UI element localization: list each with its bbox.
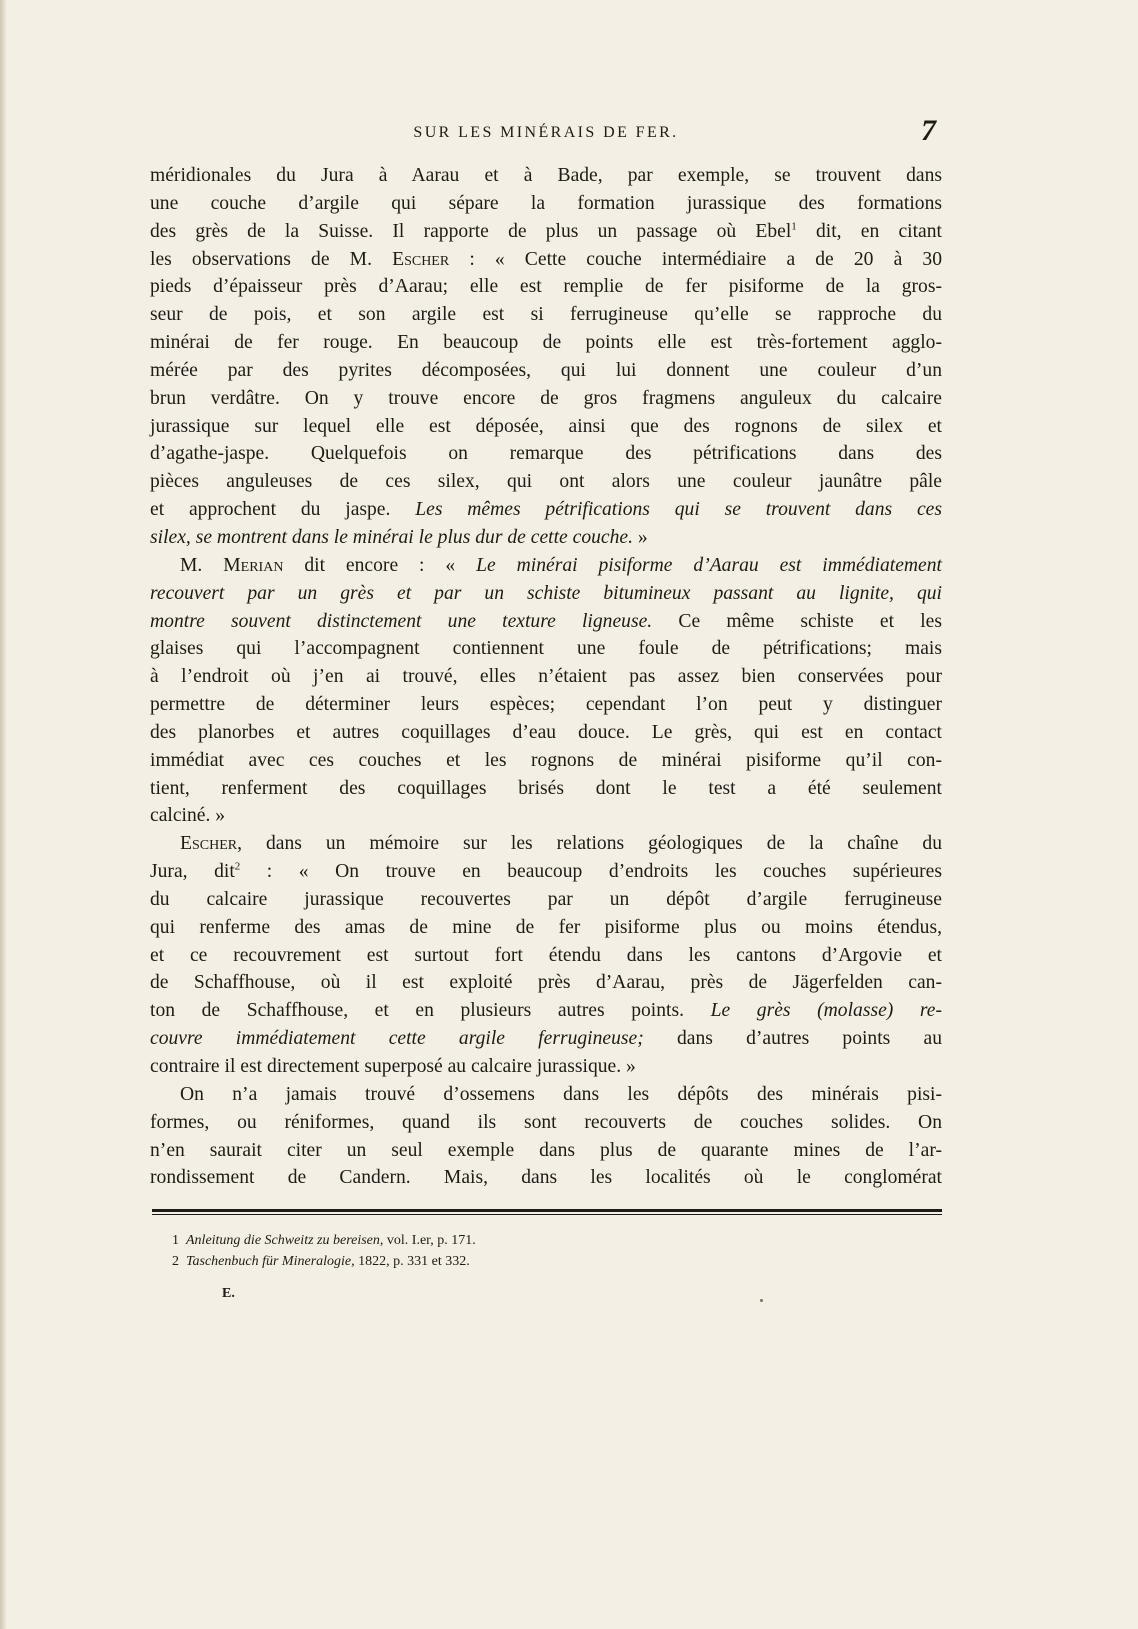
line-text: dit, en citant	[796, 220, 942, 242]
author-name: Escher	[392, 248, 450, 270]
text-line	[150, 440, 942, 468]
footnote-rule-thin	[152, 1214, 942, 1215]
line-text: seur de pois, et son argile est si ferrugineuse qu’elle se rapproche du	[150, 304, 942, 326]
footnote-ref-text: vol. I.er, p. 171.	[383, 1233, 476, 1248]
page-header	[150, 114, 942, 148]
text-line	[150, 580, 942, 608]
line-text: mérée par des pyrites décomposées, qui lui donnent une couleur d’un	[150, 359, 942, 381]
text-line	[150, 719, 942, 747]
line-text: dit encore : «	[283, 554, 477, 576]
text-line	[150, 301, 942, 329]
line-text: Jura, dit	[150, 861, 235, 883]
author-name: Merian	[223, 554, 284, 576]
text-line	[150, 747, 942, 775]
italic-text: Le minérai pisiforme d’Aarau est immédiatement	[476, 554, 942, 576]
line-text: qui renferme des amas de mine de fer pisiforme plus ou moins étendus,	[150, 916, 942, 938]
signature-mark: E.	[222, 1286, 235, 1301]
footnote	[172, 1251, 872, 1272]
text-line	[150, 468, 942, 496]
line-text: les observations de M.	[150, 248, 393, 270]
italic-text: couvre immédiatement cette argile ferrugineuse;	[150, 1028, 644, 1050]
line-text: d’agathe-jaspe. Quelquefois on remarque des pétrifications dans des	[150, 443, 942, 465]
body-text	[150, 162, 942, 1192]
text-line	[150, 997, 942, 1025]
line-text: glaises qui l’accompagnent contiennent une foule de pétrifications; mais	[150, 638, 942, 660]
page-edge-shadow	[0, 0, 7, 1629]
text-line	[150, 385, 942, 413]
line-text: minérai de fer rouge. En beaucoup de points elle est très-fortement agglo-	[150, 332, 942, 354]
line-text: ton de Schaffhouse, et en plusieurs autres points.	[150, 1000, 711, 1022]
text-line	[150, 496, 942, 524]
footnote-ref-text: 1822, p. 331 et 332.	[354, 1254, 470, 1269]
line-text: Ce même schiste et les	[652, 610, 942, 632]
text-line	[150, 775, 942, 803]
text-line	[150, 1025, 942, 1053]
footnote-number: 1	[172, 1233, 179, 1248]
author-name: Escher	[180, 833, 238, 855]
italic-text: montre souvent distinctement une texture ligneuse.	[150, 610, 653, 632]
line-text: brun verdâtre. On y trouve encore de gros fragmens anguleux du calcaire	[150, 387, 942, 409]
footnote-title: Anleitung die Schweitz zu bereisen,	[186, 1233, 384, 1248]
line-text: n’en saurait citer un seul exemple dans plus de quarante mines de l’ar-	[150, 1139, 942, 1161]
text-line	[150, 1164, 942, 1192]
text-line	[150, 218, 942, 246]
footnote-rule	[152, 1209, 942, 1212]
line-text: On n’a jamais trouvé d’ossemens dans les dépôts des minérais pisi-	[180, 1083, 942, 1105]
italic-text: Le grès (molasse) re-	[710, 1000, 942, 1022]
line-text: : « On trouve en beaucoup d’endroits les couches supérieures	[240, 861, 942, 883]
line-text: et ce recouvrement est surtout fort étendu dans les cantons d’Argovie et	[150, 944, 942, 966]
line-text: du calcaire jurassique recouvertes par un dépôt d’argile ferrugineuse	[150, 888, 942, 910]
italic-text: recouvert par un grès et par un schiste bitumineux passant au lignite, qui	[150, 582, 942, 604]
running-head: SUR LES MINÉRAIS DE FER.	[413, 124, 679, 141]
line-text: de Schaffhouse, où il est exploité près d’Aarau, près de Jägerfelden can-	[150, 972, 942, 994]
line-text: et approchent du jaspe.	[150, 499, 416, 521]
text-line	[150, 1081, 942, 1109]
italic-text: Les mêmes pétrifications qui se trouvent dans ces	[415, 499, 942, 521]
line-text: des grès de la Suisse. Il rapporte de plus un passage où Ebel	[150, 220, 792, 242]
text-line	[150, 663, 942, 691]
line-text: permettre de déterminer leurs espèces; cependant l’on peut y distinguer	[150, 694, 942, 716]
text-line	[150, 162, 942, 190]
footnote	[172, 1230, 872, 1251]
text-line	[150, 1109, 942, 1137]
text-line	[150, 552, 942, 580]
footnote-ref: 2	[234, 860, 241, 873]
line-text: une couche d’argile qui sépare la formation jurassique des formations	[150, 192, 942, 214]
line-text: méridionales du Jura à Aarau et à Bade, par exemple, se trouvent dans	[150, 165, 942, 186]
text-line	[150, 524, 942, 552]
line-text: »	[633, 526, 648, 548]
line-text: formes, ou réniformes, quand ils sont recouverts de couches solides. On	[150, 1111, 942, 1133]
text-line	[150, 942, 942, 970]
text-line	[150, 1137, 942, 1165]
footnote-ref: 1	[791, 220, 797, 233]
text-line	[150, 635, 942, 663]
italic-text: silex, se montrent dans le minérai le plus dur de cette couche.	[150, 526, 634, 548]
line-text: immédiat avec ces couches et les rognons de minérai pisiforme qu’il con-	[150, 749, 942, 771]
footnote-title: Taschenbuch für Mineralogie,	[186, 1254, 355, 1269]
line-text: dans d’autres points au	[643, 1028, 943, 1050]
line-text: calciné. »	[150, 805, 226, 827]
text-line	[150, 886, 942, 914]
text-line	[150, 858, 942, 886]
line-text: pieds d’épaisseur près d’Aarau; elle est remplie de fer pisiforme de la gros-	[150, 276, 942, 298]
line-text: contraire il est directement superposé au calcaire jurassique. »	[150, 1056, 636, 1077]
footnotes	[172, 1230, 872, 1272]
text-line	[150, 691, 942, 719]
text-line	[150, 190, 942, 218]
text-line	[150, 273, 942, 301]
text-line	[150, 914, 942, 942]
line-text: à l’endroit où j’en ai trouvé, elles n’étaient pas assez bien conservées pour	[150, 666, 942, 688]
line-text: : « Cette couche intermédiaire a de 20 à 30	[449, 248, 942, 270]
footnote-number: 2	[172, 1254, 179, 1269]
text-line	[150, 830, 942, 858]
text-line	[150, 608, 942, 636]
text-line	[150, 329, 942, 357]
text-line	[150, 413, 942, 441]
line-text: , dans un mémoire sur les relations géologiques de la chaîne du	[237, 833, 942, 855]
line-text: tient, renferment des coquillages brisés dont le test a été seulement	[150, 777, 942, 799]
line-text: des planorbes et autres coquillages d’eau douce. Le grès, qui est en contact	[150, 721, 942, 743]
line-text: pièces anguleuses de ces silex, qui ont alors une couleur jaunâtre pâle	[150, 471, 942, 493]
line-text: M.	[180, 554, 224, 576]
page-number: 7	[921, 114, 936, 147]
text-line	[150, 802, 942, 830]
text-line	[150, 1053, 942, 1081]
text-line	[150, 357, 942, 385]
stray-dot	[760, 1299, 763, 1302]
text-line	[150, 246, 942, 274]
line-text: jurassique sur lequel elle est déposée, ainsi que des rognons de silex et	[150, 415, 942, 437]
line-text: rondissement de Candern. Mais, dans les localités où le conglomérat	[150, 1167, 942, 1189]
text-line	[150, 969, 942, 997]
